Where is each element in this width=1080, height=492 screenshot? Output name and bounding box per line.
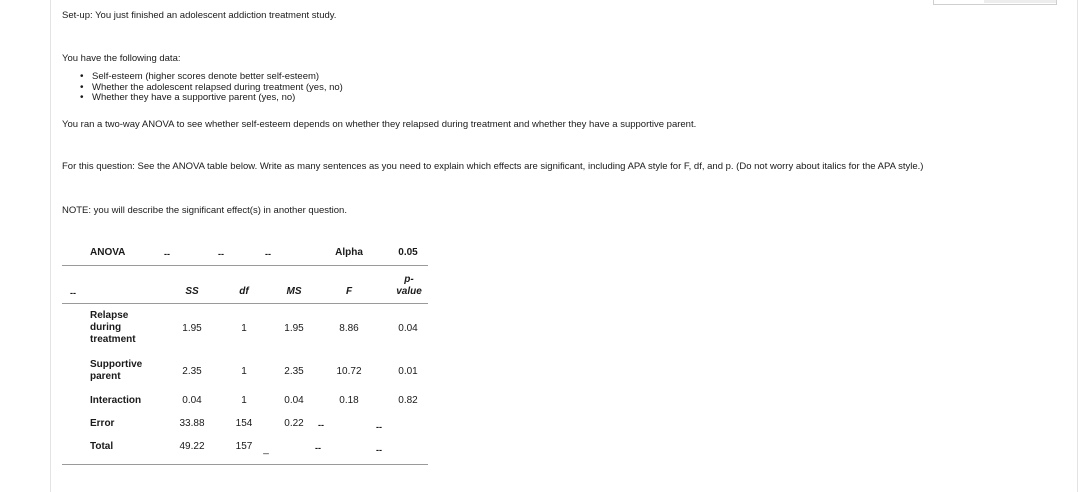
cell-p: 0.82 xyxy=(398,395,418,406)
top-toolbar-widget[interactable] xyxy=(933,0,1057,5)
table-divider xyxy=(62,464,428,465)
cell-p: 0.04 xyxy=(398,323,418,334)
note-text: NOTE: you will describe the significant effect(s) in another question. xyxy=(62,205,347,216)
header-df: df xyxy=(239,286,249,297)
row-label-supportive-parent: Supportive parent xyxy=(90,359,143,382)
data-bullet-list xyxy=(78,72,343,104)
header-ss: SS xyxy=(185,286,199,297)
alpha-label: Alpha xyxy=(335,247,363,258)
cell-ss: 1.95 xyxy=(182,323,202,334)
anova-title: ANOVA xyxy=(90,247,126,258)
empty-cell-dash: -- xyxy=(218,249,224,259)
row-label-interaction: Interaction xyxy=(90,395,142,406)
data-intro-text: You have the following data: xyxy=(62,53,181,64)
cell-ms: 0.04 xyxy=(284,395,304,406)
cell-df: 1 xyxy=(241,366,247,377)
cell-ss: 49.22 xyxy=(179,441,205,452)
header-f: F xyxy=(345,286,353,297)
table-divider xyxy=(62,303,428,304)
cell-df: 157 xyxy=(235,441,253,452)
empty-cell-dash: -- xyxy=(376,422,382,432)
cell-ms-placeholder: _ xyxy=(263,444,269,455)
cell-ms: 0.22 xyxy=(284,418,304,429)
header-ms: MS xyxy=(286,286,302,297)
cell-ss: 0.04 xyxy=(182,395,202,406)
empty-cell-dash: -- xyxy=(164,249,170,259)
cell-ms: 1.95 xyxy=(284,323,304,334)
cell-df: 1 xyxy=(241,395,247,406)
list-item: • Self-esteem (higher scores denote better self-esteem) xyxy=(78,72,343,83)
cell-f: 0.18 xyxy=(339,395,359,406)
cell-f: 8.86 xyxy=(339,323,359,334)
alpha-value: 0.05 xyxy=(398,247,418,258)
cell-f: 10.72 xyxy=(336,366,362,377)
cell-df: 1 xyxy=(241,323,247,334)
setup-text: Set-up: You just finished an adolescent addiction treatment study. xyxy=(62,10,337,21)
table-divider xyxy=(62,265,428,266)
empty-cell-dash: -- xyxy=(318,420,324,430)
cell-df: 154 xyxy=(235,418,253,429)
empty-cell-dash: -- xyxy=(265,249,271,259)
cell-p: 0.01 xyxy=(398,366,418,377)
row-label-total: Total xyxy=(90,441,114,452)
list-item: • Whether they have a supportive parent (yes, no) xyxy=(78,93,343,104)
empty-cell-dash: -- xyxy=(315,443,321,453)
empty-cell-dash: -- xyxy=(70,288,76,298)
empty-cell-dash: -- xyxy=(376,445,382,455)
anova-description-text: You ran a two-way ANOVA to see whether self-esteem depends on whether they relapsed during treatment and whether they have a supportive parent. xyxy=(62,119,697,130)
header-p-value: p-value xyxy=(396,274,422,297)
list-item: • Whether the adolescent relapsed during treatment (yes, no) xyxy=(78,83,343,94)
question-prompt-text: For this question: See the ANOVA table below. Write as many sentences as you need to explain which effects are significant, including APA style for F, df, and p. (Do not worry about italics for the APA style.) xyxy=(62,161,924,172)
cell-ms: 2.35 xyxy=(284,366,304,377)
row-label-relapse: Relapse during treatment xyxy=(90,310,136,345)
cell-ss: 2.35 xyxy=(182,366,202,377)
cell-ss: 33.88 xyxy=(179,418,205,429)
row-label-error: Error xyxy=(90,418,115,429)
